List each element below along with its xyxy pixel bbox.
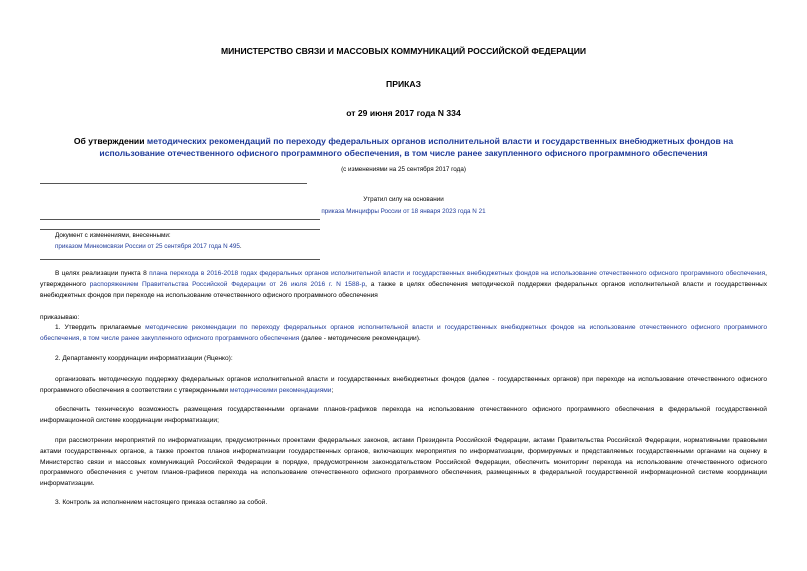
document-title xyxy=(70,135,737,159)
amendments-line: приказом Минкомсвязи России от 25 сентября 2017 года N 495. xyxy=(55,243,242,250)
divider xyxy=(40,219,320,220)
repeal-link[interactable]: приказа Минцифры России от 18 января 2023 года N 21 xyxy=(321,208,486,215)
item-2-sub-2: обеспечить техническую возможность размещения государственными органами планов-графиков перехода на использование отечественного офисного программного обеспечения в федеральной государственной информационной системе координации информатизации; xyxy=(40,406,767,424)
divider xyxy=(40,259,320,260)
date-number: от 29 июня 2017 года N 334 xyxy=(346,108,461,118)
amendments-label: Документ с изменениями, внесенными: xyxy=(55,232,171,239)
item-1: 1. Утвердить прилагаемые методические рекомендации по переходу федеральных органов исполнительной власти и государственных внебюджетных фондов на использование отечественного офисного программного обеспечения, в том числе ранее закупленного офисного программного обеспечения (далее - методические рекомендации). xyxy=(40,324,767,342)
item-2-sub-3: при рассмотрении мероприятий по информатизации, предусмотренных проектами федеральных законов, актами Президента Российской Федерации, актами Правительства Российской Федерации, нормативными правовыми актами государственных органов, а также проектов планов информатизации государственных органов, включающих мероприятия по информатизации, формируемых и представляемых государственными органами на оценку в Министерство связи и массовых коммуникаций Российской Федерации в порядке, предусмотренном законодательством Российской Федерации, обеспечить мониторинг перехода на использование отечественного офисного программного обеспечения с учетом планов-графиков перехода на использование отечественного офисного программного обеспечения, размещенных в федеральной государственной информационной системе координации информатизации. xyxy=(40,437,767,488)
ministry-heading: МИНИСТЕРСТВО СВЯЗИ И МАССОВЫХ КОММУНИКАЦИЙ РОССИЙСКОЙ ФЕДЕРАЦИИ xyxy=(220,46,587,56)
amendment-link[interactable]: приказом Минкомсвязи России от 25 сентября 2017 года N 495 xyxy=(55,243,240,250)
item-3: 3. Контроль за исполнением настоящего приказа оставляю за собой. xyxy=(55,499,268,506)
revision-note: (с изменениями на 25 сентября 2017 года) xyxy=(341,166,466,173)
preamble-paragraph: В целях реализации пункта 8 плана перехода в 2016-2018 годах федеральных органов исполнительной власти и государственных внебюджетных фондов на использование отечественного офисного программного обеспечения, утвержденного распоряжением Правительства Российской Федерации от 26 июля 2016 г. N 1588-р, а также в целях обеспечения методической поддержки федеральных органов исполнительной власти и государственных внебюджетных фондов при переходе на использование отечественного офисного программного обеспечения xyxy=(40,270,768,299)
plan-link[interactable]: плана перехода в 2016-2018 годах федеральных органов исполнительной власти и государственных внебюджетных фондов на использование отечественного офисного программного обеспечения xyxy=(149,270,766,277)
divider xyxy=(40,183,307,184)
item-2-sub-1: организовать методическую поддержку федеральных органов исполнительной власти и государственных внебюджетных фондов (далее - государственных органов) при переходе на использование отечественного офисного программного обеспечения в соответствии с утвержденными методическими рекомендациями; xyxy=(40,376,767,394)
title-prefix: Об утверждении xyxy=(73,136,147,146)
order-word: приказываю: xyxy=(40,314,80,321)
decree-link[interactable]: распоряжением Правительства Российской Федерации от 26 июля 2016 г. N 1588-р xyxy=(89,280,366,288)
item-2: 2. Департаменту координации информатизации (Яценко): xyxy=(55,355,233,362)
title-link[interactable]: методических рекомендаций по переходу федеральных органов исполнительной власти и государственных внебюджетных фондов на использование отечественного офисного программного обеспечения, в том числе ранее закупленного офисного программного обеспечения xyxy=(99,136,734,158)
repeal-note: Утратил силу на основании xyxy=(363,196,444,203)
recommendations-link[interactable]: методические рекомендации по переходу федеральных органов исполнительной власти и государственных внебюджетных фондов на использование отечественного офисного программного обеспечения, в том числе ранее закупленного офисного программного обеспечения xyxy=(40,324,767,342)
methodical-link[interactable]: методическими рекомендациями xyxy=(229,386,332,394)
document-type: ПРИКАЗ xyxy=(386,79,421,89)
divider xyxy=(40,229,320,230)
